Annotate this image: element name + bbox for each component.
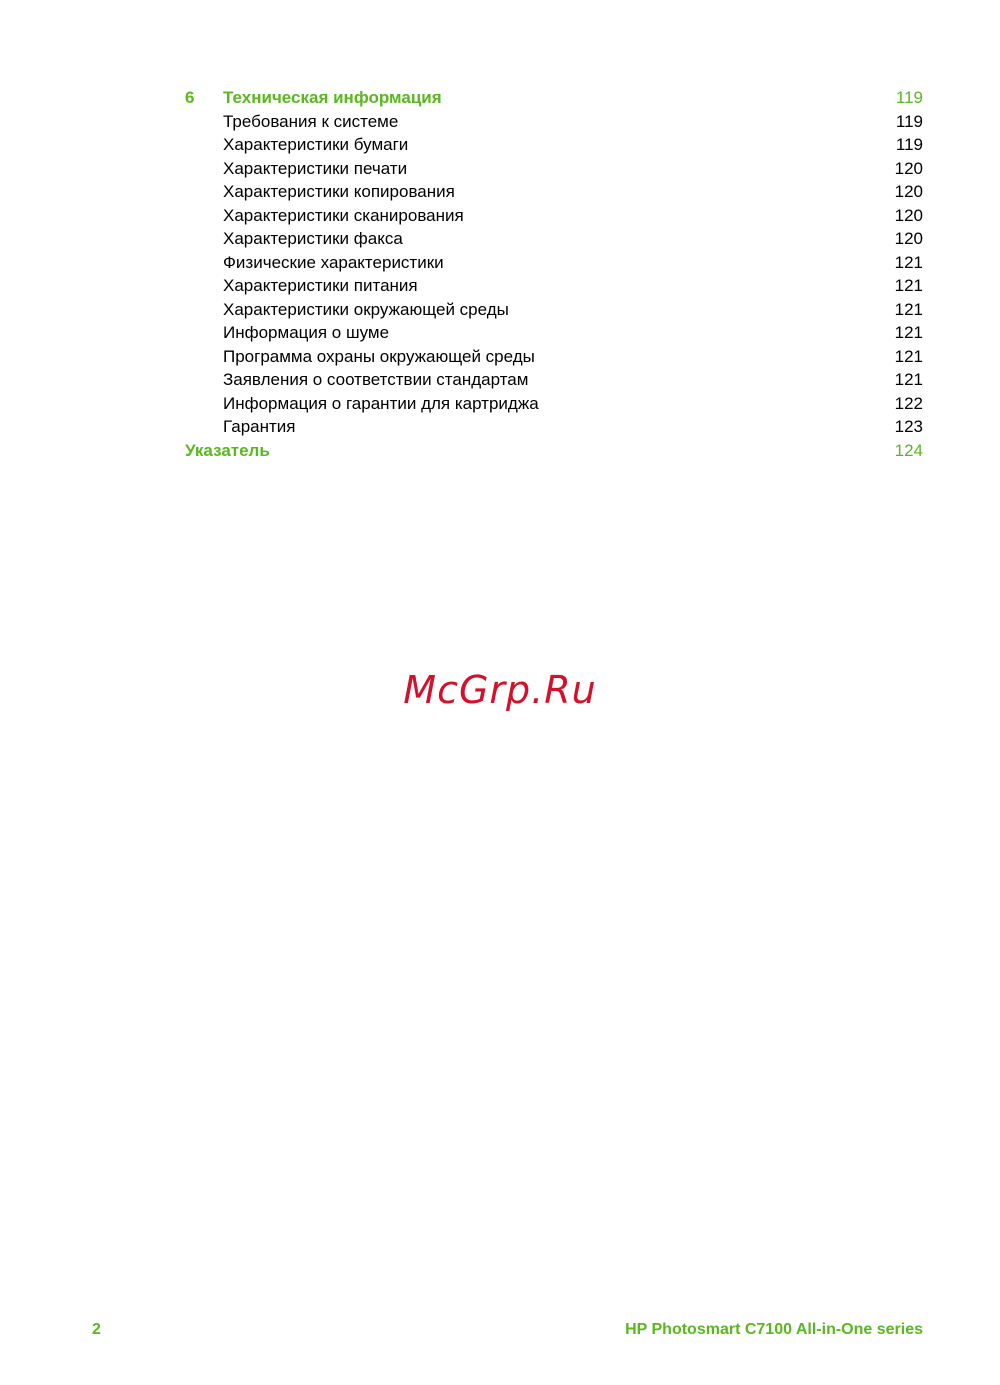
toc-entry-title: Характеристики питания	[223, 276, 418, 295]
toc-entry[interactable]	[185, 227, 923, 251]
toc-entry-title: Характеристики сканирования	[223, 205, 464, 225]
toc-entry[interactable]	[185, 204, 923, 228]
toc-entry-title: Гарантия	[223, 417, 296, 436]
footer-product-name: HP Photosmart C7100 All-in-One series	[625, 1321, 923, 1338]
toc-entry-title: Характеристики печати	[223, 158, 408, 178]
toc-entry[interactable]	[185, 368, 923, 392]
chapter-number: 6	[185, 88, 195, 107]
toc-entry-page: 121	[894, 299, 923, 319]
toc-entry[interactable]	[185, 392, 923, 416]
toc-entry-page: 123	[894, 417, 923, 436]
chapter-page: 119	[895, 88, 923, 107]
toc-entry-title: Характеристики копирования	[223, 182, 455, 201]
index-title: Указатель	[185, 440, 270, 460]
toc-entry[interactable]	[185, 274, 923, 298]
toc-entry-page: 120	[894, 229, 923, 248]
toc-entry-title: Требования к системе	[223, 111, 399, 131]
toc-entry-page: 119	[895, 135, 923, 154]
toc-entry-page: 120	[894, 205, 923, 225]
toc-entry-title: Информация о шуме	[223, 323, 390, 342]
toc-entry-title: Информация о гарантии для картриджа	[223, 393, 539, 413]
toc-entry-title: Характеристики факса	[223, 229, 403, 248]
toc-entry[interactable]	[185, 345, 923, 369]
toc-entry-page: 122	[894, 393, 923, 413]
toc-entry-page: 119	[895, 111, 923, 131]
toc-entry-page: 121	[894, 252, 923, 272]
toc-entry[interactable]	[185, 157, 923, 181]
toc-entry-title: Характеристики окружающей среды	[223, 299, 509, 319]
chapter-title: Техническая информация	[223, 88, 442, 107]
page-footer	[92, 1321, 923, 1343]
footer-page-number: 2	[92, 1321, 101, 1338]
toc-entry-page: 120	[894, 158, 923, 178]
toc-entry[interactable]	[185, 251, 923, 275]
toc-entry-page: 120	[894, 182, 923, 201]
toc-entry-page: 121	[894, 370, 923, 389]
toc-entry[interactable]	[185, 110, 923, 134]
toc-entry-title: Характеристики бумаги	[223, 135, 409, 154]
toc-entry-title: Физические характеристики	[223, 252, 444, 272]
index-page: 124	[894, 440, 923, 460]
toc-entry-title: Программа охраны окружающей среды	[223, 346, 535, 366]
toc-entry-page: 121	[894, 323, 923, 342]
watermark: McGrp.Ru	[403, 668, 597, 712]
toc-entry-title: Заявления о соответствии стандартам	[223, 370, 529, 389]
toc-entry[interactable]	[185, 180, 923, 204]
toc-chapter-entry[interactable]	[185, 86, 923, 110]
toc-entry-page: 121	[894, 346, 923, 366]
toc-entry[interactable]	[185, 321, 923, 345]
toc-entry-page: 121	[894, 276, 923, 295]
toc-entry[interactable]	[185, 415, 923, 439]
toc-index-entry[interactable]	[185, 439, 923, 463]
toc-entry[interactable]	[185, 133, 923, 157]
toc-entry[interactable]	[185, 298, 923, 322]
table-of-contents	[185, 86, 923, 462]
